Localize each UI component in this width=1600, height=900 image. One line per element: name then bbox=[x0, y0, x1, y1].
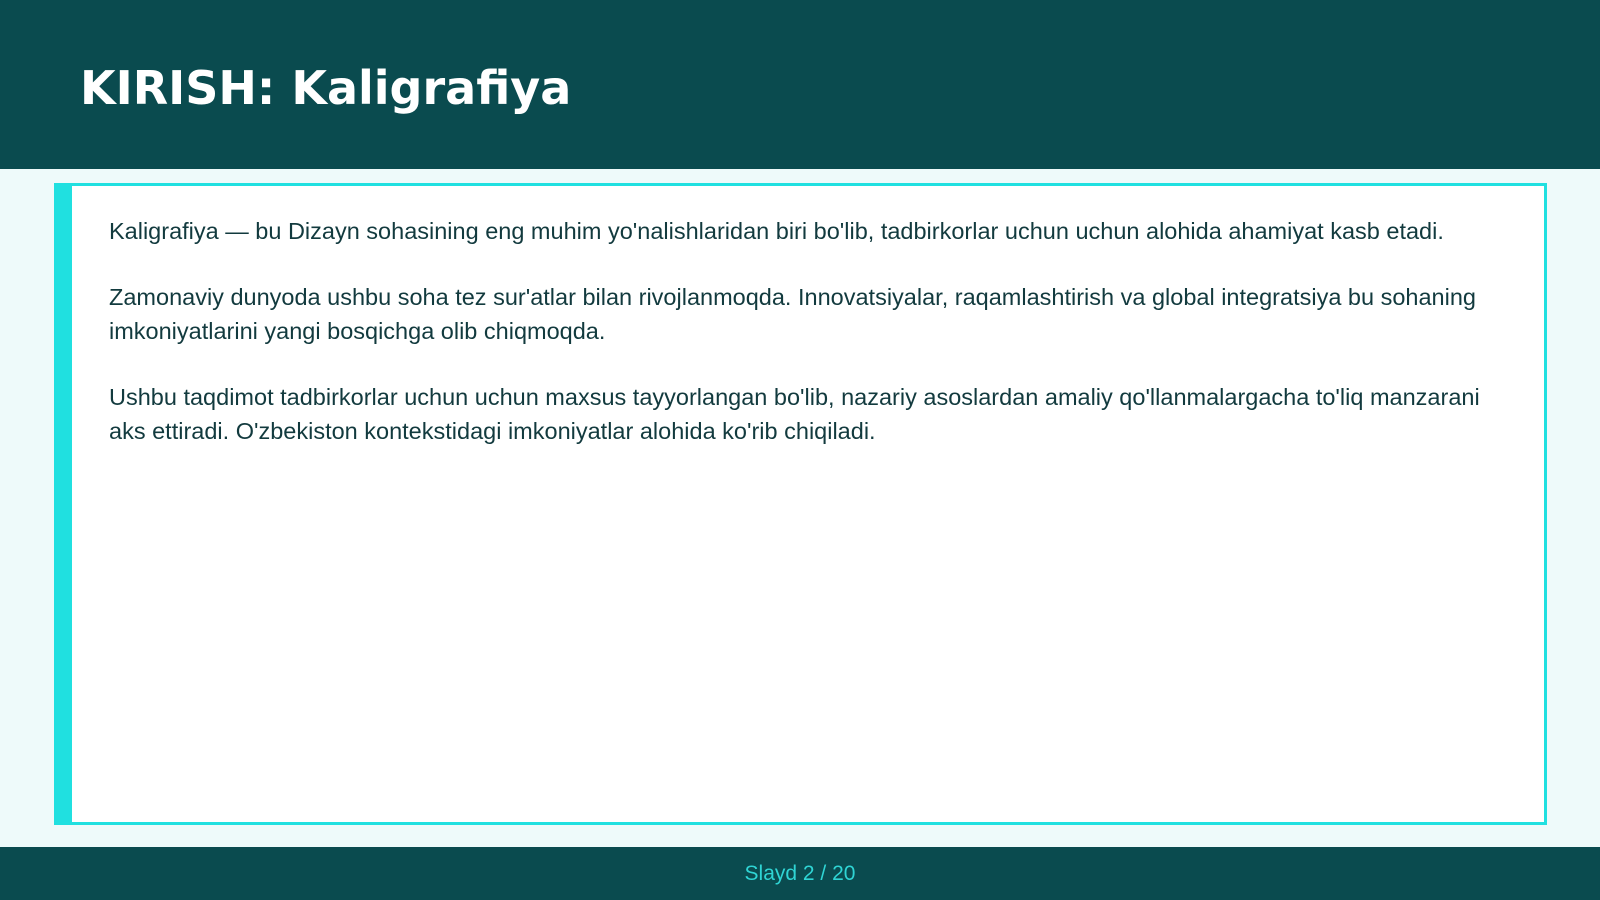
slide-title: KIRISH: Kaligrafiya bbox=[80, 61, 572, 115]
slide-footer bbox=[0, 847, 1600, 900]
content-panel bbox=[54, 183, 1547, 825]
paragraph-3: Ushbu taqdimot tadbirkorlar uchun uchun maxsus tayyorlangan bo'lib, nazariy asoslardan amaliy qo'llanmalargacha to'liq manzarani aks ettiradi. O'zbekiston kontekstidagi imkoniyatlar alohida ko'rib chiqiladi. bbox=[109, 384, 1480, 444]
slide-header bbox=[0, 0, 1600, 169]
content-body bbox=[109, 214, 1504, 480]
paragraph-2: Zamonaviy dunyoda ushbu soha tez sur'atlar bilan rivojlanmoqda. Innovatsiyalar, raqamlashtirish va global integratsiya bu sohaning imkoniyatlarini yangi bosqichga olib chiqmoqda. bbox=[109, 284, 1476, 344]
paragraph-1: Kaligrafiya — bu Dizayn sohasining eng muhim yo'nalishlaridan biri bo'lib, tadbirkorlar uchun uchun alohida ahamiyat kasb etadi. bbox=[109, 218, 1444, 244]
slide-counter: Slayd 2 / 20 bbox=[744, 861, 856, 885]
